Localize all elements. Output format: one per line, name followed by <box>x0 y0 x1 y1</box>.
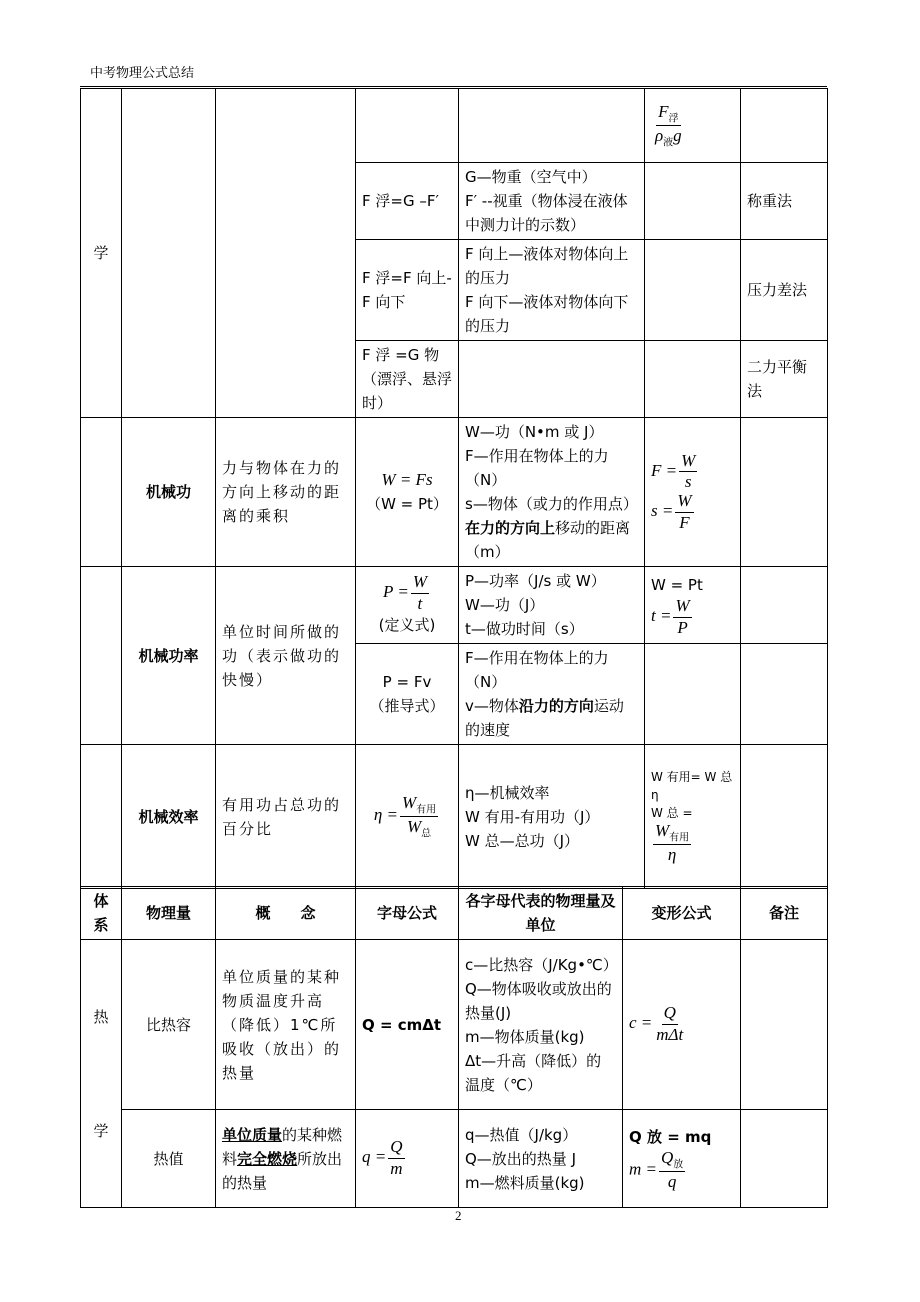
header-concept: 概 念 <box>216 887 356 940</box>
header-note: 备注 <box>741 887 828 940</box>
desc-power-derived: F—作用在物体上的力（N） v—物体沿力的方向运动的速度 <box>459 644 645 745</box>
buoyancy-formula-pressure: F 浮=F 向上-F 向下 <box>356 240 459 341</box>
header-rule <box>80 86 827 87</box>
header-formula: 字母公式 <box>356 887 459 940</box>
buoyancy-variant-formula: $\frac{F_浮}{\rho_液g}$ <box>645 89 741 163</box>
buoyancy-formula-weighing: F 浮=G –F′ <box>356 163 459 240</box>
quantity-name-work: 机械功 <box>122 418 216 567</box>
header-quantity: 物理量 <box>122 887 216 940</box>
variant-heat-value: Q 放 = mq m = $\frac{Q_放}{q}$ <box>623 1110 741 1208</box>
buoyancy-formula-balance: F 浮 =G 物（漂浮、悬浮时） <box>356 341 459 418</box>
table-row <box>81 89 828 163</box>
header-system: 体系 <box>81 887 122 940</box>
table-header-row <box>81 887 828 940</box>
header-variant: 变形公式 <box>623 887 741 940</box>
desc-work: W—功（N•m 或 J） F—作用在物体上的力（N） s—物体（或力的作用点） 在力的方向上移动的距离（m） <box>459 418 645 567</box>
formula-efficiency: η = $\frac{W_{有用}}{W_总}$ <box>356 745 459 889</box>
header-symbols: 各字母代表的物理量及单位 <box>459 887 623 940</box>
concept-work: 力与物体在力的方向上移动的距离的乘积 <box>216 418 356 567</box>
desc-heat-value: q—热值（J/kg） Q—放出的热量 J m—燃料质量(kg) <box>459 1110 623 1208</box>
variant-work: F = $\frac{W}{s}$ s = $\frac{W}{F}$ <box>645 418 741 567</box>
concept-heat-value: 单位质量的某种燃料完全燃烧所放出的热量 <box>216 1110 356 1208</box>
formula-work: W = Fs （W = Pt） <box>356 418 459 567</box>
system-cell-thermal: 热 学 <box>81 940 122 1208</box>
page-number: 2 <box>455 1208 462 1223</box>
buoyancy-note-balance: 二力平衡法 <box>741 341 828 418</box>
buoyancy-desc-pressure: F 向上—液体对物体向上的压力 F 向下—液体对物体向下的压力 <box>459 240 645 341</box>
mechanics-table <box>80 88 828 889</box>
page-header-title: 中考物理公式总结 <box>90 66 195 81</box>
table-row <box>81 567 828 644</box>
table-row <box>81 745 828 889</box>
table-row <box>81 1110 828 1208</box>
formula-power-derived: P = Fv （推导式） <box>356 644 459 745</box>
buoyancy-note-weighing: 称重法 <box>741 163 828 240</box>
table-row <box>81 418 828 567</box>
concept-efficiency: 有用功占总功的百分比 <box>216 745 356 889</box>
table-row <box>81 940 828 1110</box>
thermal-table <box>80 886 828 1208</box>
desc-power-definition: P—功率（J/s 或 W） W—功（J） t—做功时间（s） <box>459 567 645 644</box>
concept-specific-heat: 单位质量的某种物质温度升高（降低）1℃所吸收（放出）的热量 <box>216 940 356 1110</box>
quantity-name-specific-heat: 比热容 <box>122 940 216 1110</box>
variant-efficiency: W 有用= W 总 η W 总 = $\frac{W_{有用}}{\eta}$ <box>645 745 741 889</box>
quantity-name-heat-value: 热值 <box>122 1110 216 1208</box>
desc-efficiency: η—机械效率 W 有用-有用功（J） W 总—总功（J） <box>459 745 645 889</box>
variant-power: W = Pt t = $\frac{W}{P}$ <box>645 567 741 644</box>
quantity-name-power: 机械功率 <box>122 567 216 745</box>
variant-specific-heat: c = $\frac{Q}{\text{mΔt}}$ <box>623 940 741 1110</box>
buoyancy-note-pressure: 压力差法 <box>741 240 828 341</box>
formula-heat-value: q = $\frac{Q}{m}$ <box>356 1110 459 1208</box>
formula-power-definition: P = $\frac{W}{t}$ (定义式) <box>356 567 459 644</box>
concept-power: 单位时间所做的功（表示做功的快慢） <box>216 567 356 745</box>
desc-specific-heat: c—比热容（J/Kg•℃） Q—物体吸收或放出的热量(J) m—物体质量(kg) Δt—升高（降低）的温度（℃） <box>459 940 623 1110</box>
system-cell: 学 <box>81 89 122 418</box>
formula-specific-heat: Q = cmΔt <box>356 940 459 1110</box>
quantity-name-efficiency: 机械效率 <box>122 745 216 889</box>
buoyancy-desc-weighing: G—物重（空气中） F′ --视重（物体浸在液体中测力计的示数） <box>459 163 645 240</box>
